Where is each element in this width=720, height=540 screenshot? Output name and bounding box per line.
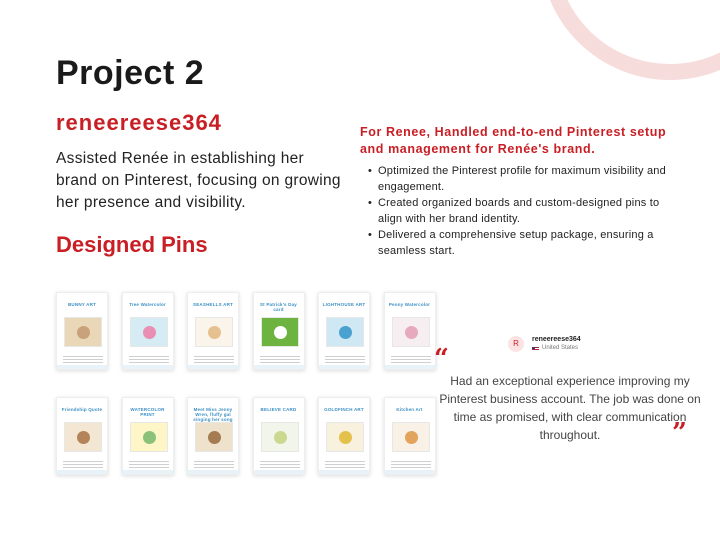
pin-artwork-motif bbox=[274, 431, 287, 444]
pin-brand-mark bbox=[123, 296, 173, 300]
pin-brand-mark bbox=[254, 296, 304, 300]
pin-thumbnail[interactable] bbox=[187, 397, 239, 475]
pin-title: GOLDFINCH ART bbox=[324, 407, 364, 412]
us-flag-icon bbox=[532, 347, 539, 351]
pin-brand-mark bbox=[188, 401, 238, 405]
pin-caption-lines bbox=[325, 459, 365, 468]
scope-bullet: • Created organized boards and custom-designed pins to align with her brand identity. bbox=[368, 195, 678, 227]
pin-title: Meet Miss Jenny Wren, fluffy gal singing her song bbox=[193, 407, 233, 422]
pin-footer bbox=[385, 470, 435, 474]
pin-title: BELIEVE CARD bbox=[260, 407, 297, 412]
pin-brand-mark bbox=[319, 296, 369, 300]
pin-caption-lines bbox=[260, 354, 300, 363]
reviewer-name: reneereese364 bbox=[532, 336, 581, 343]
pin-thumbnail[interactable] bbox=[253, 292, 305, 370]
pin-caption-lines bbox=[391, 354, 431, 363]
pin-artwork bbox=[326, 317, 364, 347]
pin-artwork bbox=[392, 317, 430, 347]
pin-artwork bbox=[64, 317, 102, 347]
pin-thumbnail[interactable] bbox=[384, 397, 436, 475]
pin-artwork-motif bbox=[208, 431, 221, 444]
pin-footer bbox=[254, 470, 304, 474]
pin-footer bbox=[57, 470, 107, 474]
pin-footer bbox=[319, 470, 369, 474]
pin-caption-lines bbox=[63, 459, 103, 468]
pin-title: Friendship Quote bbox=[61, 407, 103, 412]
open-quote-icon: “ bbox=[434, 344, 449, 374]
pin-brand-mark bbox=[188, 296, 238, 300]
pin-caption-lines bbox=[325, 354, 365, 363]
pin-artwork bbox=[130, 422, 168, 452]
pin-caption-lines bbox=[260, 459, 300, 468]
pin-title: Kitchen Art bbox=[396, 407, 423, 412]
project-description: Assisted Renée in establishing her brand on Pinterest, focusing on growing her presence and visibility. bbox=[56, 150, 341, 211]
pin-thumbnail[interactable] bbox=[318, 292, 370, 370]
pin-artwork bbox=[326, 422, 364, 452]
pin-title: WATERCOLOR PRINT bbox=[130, 407, 165, 417]
pin-artwork bbox=[130, 317, 168, 347]
pin-title: SEASHELLS ART bbox=[193, 302, 233, 307]
pin-brand-mark bbox=[254, 401, 304, 405]
pin-title: LIGHTHOUSE ART bbox=[322, 302, 366, 307]
pin-title: Peony Watercolor bbox=[388, 302, 431, 307]
pin-artwork bbox=[261, 422, 299, 452]
pin-footer bbox=[57, 365, 107, 369]
pin-brand-mark bbox=[57, 401, 107, 405]
pin-caption-lines bbox=[129, 354, 169, 363]
pin-caption-lines bbox=[63, 354, 103, 363]
pin-footer bbox=[385, 365, 435, 369]
pin-thumbnail[interactable] bbox=[384, 292, 436, 370]
pin-caption-lines bbox=[194, 354, 234, 363]
decorative-arc bbox=[540, 0, 720, 80]
pin-title: St Patrick's Day card bbox=[259, 302, 298, 312]
pin-thumbnail[interactable] bbox=[187, 292, 239, 370]
pin-artwork-motif bbox=[208, 326, 221, 339]
pin-brand-mark bbox=[385, 401, 435, 405]
pin-footer bbox=[188, 365, 238, 369]
pin-brand-mark bbox=[57, 296, 107, 300]
close-quote-icon: ” bbox=[672, 418, 687, 448]
pin-title: Tree Watercolor bbox=[129, 302, 166, 307]
pin-artwork bbox=[195, 422, 233, 452]
pin-artwork-motif bbox=[77, 326, 90, 339]
pin-caption-lines bbox=[194, 459, 234, 468]
review-text: Had an exceptional experience improving my Pinterest business account. The job was done on time as promised, with clear communication throughout. bbox=[439, 374, 701, 442]
reviewer-avatar: R bbox=[508, 336, 524, 352]
reviewer-country: United States bbox=[542, 345, 579, 351]
pin-brand-mark bbox=[123, 401, 173, 405]
pin-thumbnail[interactable] bbox=[253, 397, 305, 475]
client-username: reneereese364 bbox=[56, 110, 222, 135]
page-title: Project 2 bbox=[56, 54, 205, 92]
pin-artwork bbox=[195, 317, 233, 347]
pin-artwork bbox=[64, 422, 102, 452]
pin-artwork-motif bbox=[405, 326, 418, 339]
pin-artwork-motif bbox=[339, 431, 352, 444]
scope-bullet: • Delivered a comprehensive setup package, ensuring a seamless start. bbox=[368, 227, 678, 259]
pin-artwork-motif bbox=[274, 326, 287, 339]
pin-thumbnail[interactable] bbox=[122, 397, 174, 475]
pin-thumbnail[interactable] bbox=[122, 292, 174, 370]
section-title: Designed Pins bbox=[56, 232, 208, 257]
scope-heading: For Renee, Handled end-to-end Pinterest setup and management for Renée's brand. bbox=[360, 125, 667, 156]
pin-footer bbox=[123, 365, 173, 369]
pin-brand-mark bbox=[319, 401, 369, 405]
pin-thumbnail[interactable] bbox=[56, 292, 108, 370]
pin-artwork bbox=[261, 317, 299, 347]
pin-footer bbox=[123, 470, 173, 474]
client-review-card bbox=[434, 326, 706, 446]
scope-bullet: • Optimized the Pinterest profile for maximum visibility and engagement. bbox=[368, 163, 678, 195]
pin-artwork-motif bbox=[339, 326, 352, 339]
pin-footer bbox=[254, 365, 304, 369]
pin-title: BUNNY ART bbox=[67, 302, 97, 307]
scope-bullet-list bbox=[368, 163, 678, 259]
pin-brand-mark bbox=[385, 296, 435, 300]
pin-artwork-motif bbox=[77, 431, 90, 444]
pin-artwork bbox=[392, 422, 430, 452]
pin-artwork-motif bbox=[405, 431, 418, 444]
pin-artwork-motif bbox=[143, 326, 156, 339]
pin-thumbnail[interactable] bbox=[318, 397, 370, 475]
pin-footer bbox=[188, 470, 238, 474]
pin-caption-lines bbox=[129, 459, 169, 468]
pin-footer bbox=[319, 365, 369, 369]
pin-caption-lines bbox=[391, 459, 431, 468]
pin-thumbnail[interactable] bbox=[56, 397, 108, 475]
pin-artwork-motif bbox=[143, 431, 156, 444]
